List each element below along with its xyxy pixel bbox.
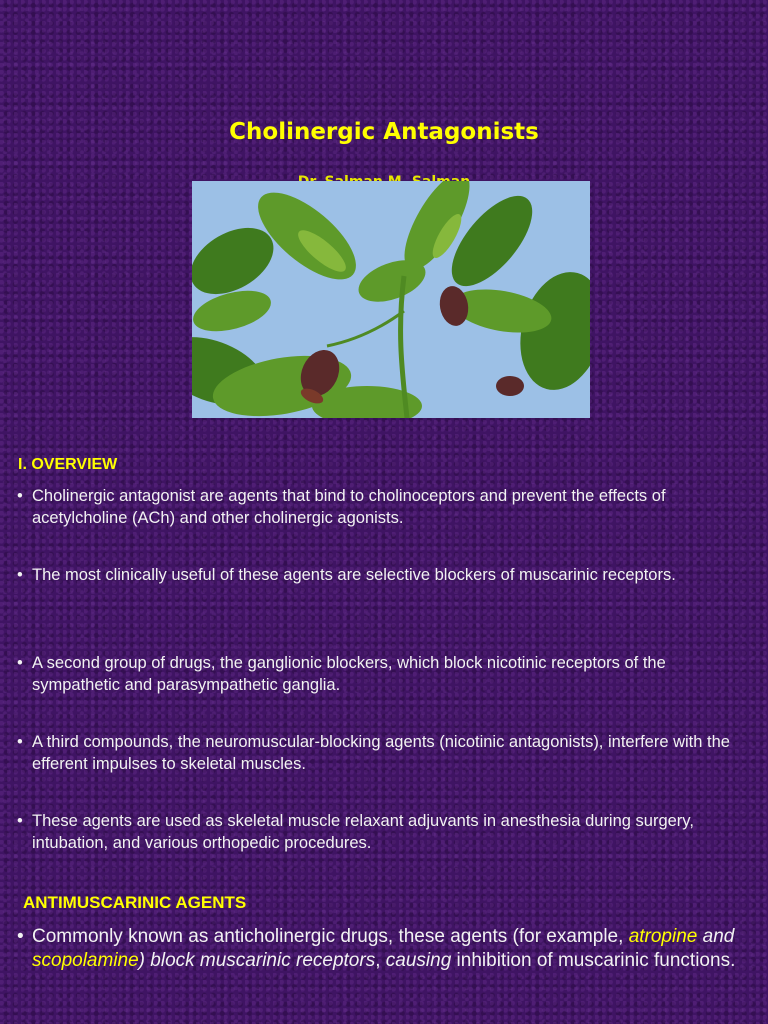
- drug-atropine: atropine: [628, 926, 698, 947]
- bullet-text: A second group of drugs, the ganglionic blockers, which block nicotinic receptors of the sympathetic and parasympathetic ganglia.: [32, 654, 666, 694]
- overview-bullet-3: [17, 652, 755, 696]
- bullet-dot: •: [17, 926, 24, 947]
- overview-bullet-1: [17, 485, 755, 529]
- bullet-dot: •: [17, 566, 23, 584]
- text-part: Commonly known as anticholinergic drugs, these agents (for example,: [32, 926, 629, 947]
- text-part: inhibition of muscarinic functions.: [451, 949, 736, 971]
- slide-title: Cholinergic Antagonists: [229, 119, 539, 145]
- overview-bullet-5: [17, 810, 755, 854]
- text-part: and: [697, 926, 735, 947]
- bullet-dot: •: [17, 654, 23, 672]
- bullet-dot: •: [17, 733, 23, 751]
- text-part: causing: [385, 949, 452, 971]
- text-part: ) block muscarinic receptors: [138, 949, 376, 971]
- antimuscarinic-bullet: [17, 925, 755, 972]
- bullet-dot: •: [17, 487, 23, 505]
- bullet-text: These agents are used as skeletal muscle relaxant adjuvants in anesthesia during surgery, intubation, and various orthopedic procedures.: [32, 812, 694, 852]
- bullet-dot: •: [17, 812, 23, 830]
- belladonna-plant-photo: [192, 181, 590, 418]
- bullet-text: [32, 925, 755, 972]
- overview-bullet-4: [17, 731, 755, 775]
- overview-heading: I. OVERVIEW: [18, 456, 118, 473]
- text-part: ,: [375, 949, 386, 971]
- antimuscarinic-heading: ANTIMUSCARINIC AGENTS: [23, 893, 247, 912]
- bullet-text: A third compounds, the neuromuscular-blocking agents (nicotinic antagonists), interfere with the efferent impulses to skeletal muscles.: [32, 733, 730, 773]
- drug-scopolamine: scopolamine: [32, 949, 139, 971]
- bullet-text: Cholinergic antagonist are agents that bind to cholinoceptors and prevent the effects of acetylcholine (ACh) and other cholinergic agonists.: [32, 487, 666, 527]
- bullet-text: The most clinically useful of these agents are selective blockers of muscarinic receptors.: [32, 566, 676, 584]
- overview-bullet-2: [17, 564, 755, 586]
